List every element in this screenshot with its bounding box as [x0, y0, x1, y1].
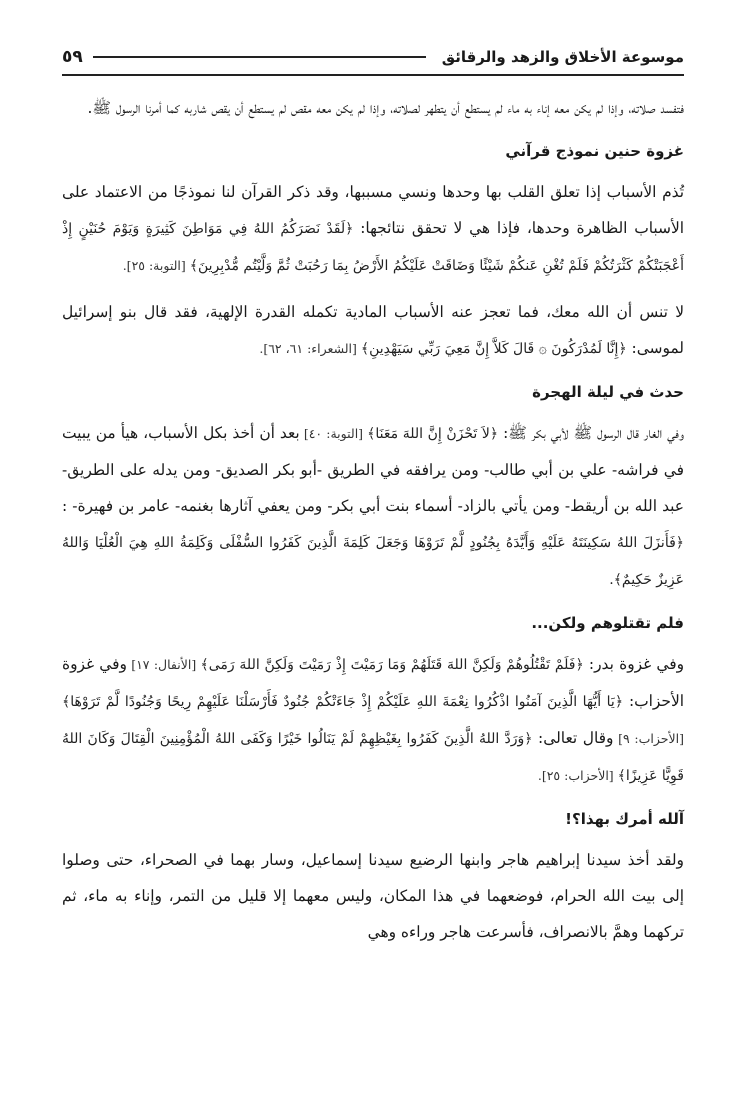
page-number: ٥٩ — [62, 47, 83, 67]
paragraph-text: بعد أن أخذ بكل الأسباب، هيأ من يبيت في فراشه- علي بن أبي طالب- ومن يرافقه في الطريق -أبو بكر الصديق- ومن يدله على الطريق- عبد الله بن أريقط- ومن يأتي بالزاد- أسماء بنت أبي بكر- ومن يعفي آثارها بغنمه- عامر بن فهيرة- : — [62, 424, 684, 515]
paragraph-text: وفي الغار قال الرسول ﷺ لأبي بكر ﷺ: — [498, 424, 684, 442]
quran-verse: ﴿فَلَمْ تَقْتُلُوهُمْ وَلَكِنَّ اللهَ قَتَلَهُمْ وَمَا رَمَيْتَ إِذْ رَمَيْتَ وَلَكِنَّ اللهَ رَمَى﴾ — [200, 657, 584, 673]
quran-verse: ﴿إِنَّا لَمُدْرَكُونَ ۞ قَالَ كَلاَّ إِنَّ مَعِيَ رَبِّي سَيَهْدِينِ﴾ — [360, 341, 627, 357]
section-heading-badr: فلم تقتلوهم ولكن... — [531, 614, 684, 632]
section-heading-hijra: حدث في ليلة الهجرة — [532, 383, 684, 401]
section-heading-hunayn: غزوة حنين نموذج قرآني — [505, 142, 684, 160]
section-heading-ibrahim: آلله أمرك بهذا؟! — [565, 810, 684, 828]
running-header — [62, 40, 684, 76]
paragraph-text: وقال تعالى: — [532, 729, 614, 747]
paragraph-intro: فتفسد صلاته، وإذا لم يكن معه إناء به ماء لم يستطع أن يتطهر لصلاته، وإذا لم يكن معه مقص لم يستطع أن يقص شاربه كما أمرنا الرسول ﷺ. — [87, 99, 684, 117]
paragraph-ibrahim: ولقد أخذ سيدنا إبراهيم هاجر وابنها الرضيع سيدنا إسماعيل، وسار بهما في الصحراء، حتى وصلوا إلى بيت الله الحرام، فوضعهما في هذا المكان، وليس معهما إلا قليل من التمر، وإناء به ماء، ثم تركهما وهمَّ بالانصراف، فأسرعت هاجر وراءه وهي — [62, 851, 684, 941]
book-title: موسوعة الأخلاق والزهد والرقائق — [441, 48, 684, 66]
paragraph-hijra — [62, 415, 684, 598]
paragraph-badr — [62, 646, 684, 794]
verse-reference: [الأحزاب: ٩] — [613, 731, 684, 746]
quran-verse: ﴿فَأَنزَلَ اللهُ سَكِينَتَهُ عَلَيْهِ وَأَيَّدَهُ بِجُنُودٍ لَّمْ تَرَوْهَا وَجَعَلَ كَلِمَةَ الَّذِينَ كَفَرُوا السُّفْلَى وَكَلِمَةُ اللهِ هِيَ الْعُلْيَا وَاللهُ عَزِيزٌ حَكِيمٌ﴾. — [62, 535, 684, 588]
paragraph-text: وفي غزوة بدر: — [583, 655, 685, 673]
paragraph-text: لا تنس أن الله معك، فما تعجز عنه الأسباب المادية تكمله القدرة الإلهية، فقد قال بنو إسرائيل لموسى: — [62, 303, 684, 357]
book-page — [62, 40, 684, 960]
verse-reference: [التوبة: ٤٠] — [299, 426, 368, 441]
quran-verse: ﴿يَا أَيُّهَا الَّذِينَ آمَنُوا اذْكُرُوا نِعْمَةَ اللهِ عَلَيْكُمْ إِذْ جَاءَتْكُمْ جُنُودٌ فَأَرْسَلْنَا عَلَيْهِمْ رِيحًا وَجُنُودًا لَّمْ تَرَوْهَا﴾ — [62, 694, 624, 710]
verse-reference: [الأنفال: ١٧] — [126, 657, 201, 672]
quran-verse: ﴿وَرَدَّ اللهُ الَّذِينَ كَفَرُوا بِغَيْظِهِمْ لَمْ يَنَالُوا خَيْرًا وَكَفَى اللهُ الْمُؤْمِنِينَ الْقِتَالَ وَكَانَ اللهُ قَوِيًّا عَزِيزًا﴾ — [62, 731, 684, 784]
page-content — [62, 90, 684, 950]
verse-reference: [التوبة: ٢٥]. — [122, 258, 190, 273]
paragraph-text: وفي غزوة الأحزاب: — [62, 655, 684, 710]
quran-verse: ﴿لَقَدْ نَصَرَكُمُ اللهُ فِي مَوَاطِنَ كَثِيرَةٍ وَيَوْمَ حُنَيْنٍ إِذْ أَعْجَبَتْكُمْ كَثْرَتُكُمْ فَلَمْ تُغْنِ عَنكُمْ شَيْئًا وَضَاقَتْ عَلَيْكُمُ الأَرْضُ بِمَا رَحُبَتْ ثُمَّ وَلَّيْتُم مُّدْبِرِينَ﴾ — [62, 221, 684, 274]
header-rule — [93, 56, 426, 58]
verse-reference: [الشعراء: ٦١، ٦٢]. — [259, 341, 361, 356]
verse-reference: [الأحزاب: ٢٥]. — [537, 768, 618, 783]
paragraph-hunayn — [62, 174, 684, 284]
paragraph-text: تُذم الأسباب إذا تعلق القلب بها وحدها ونسي مسببها، وقد ذكر القرآن لنا نموذجًا من الاعتماد على الأسباب الظاهرة وحدها، فإذا هي لا تحقق نتائجها: — [62, 183, 684, 237]
quran-verse: ﴿لاَ تَحْزَنْ إِنَّ اللهَ مَعَنَا﴾ — [367, 426, 499, 442]
paragraph-musa — [62, 294, 684, 367]
